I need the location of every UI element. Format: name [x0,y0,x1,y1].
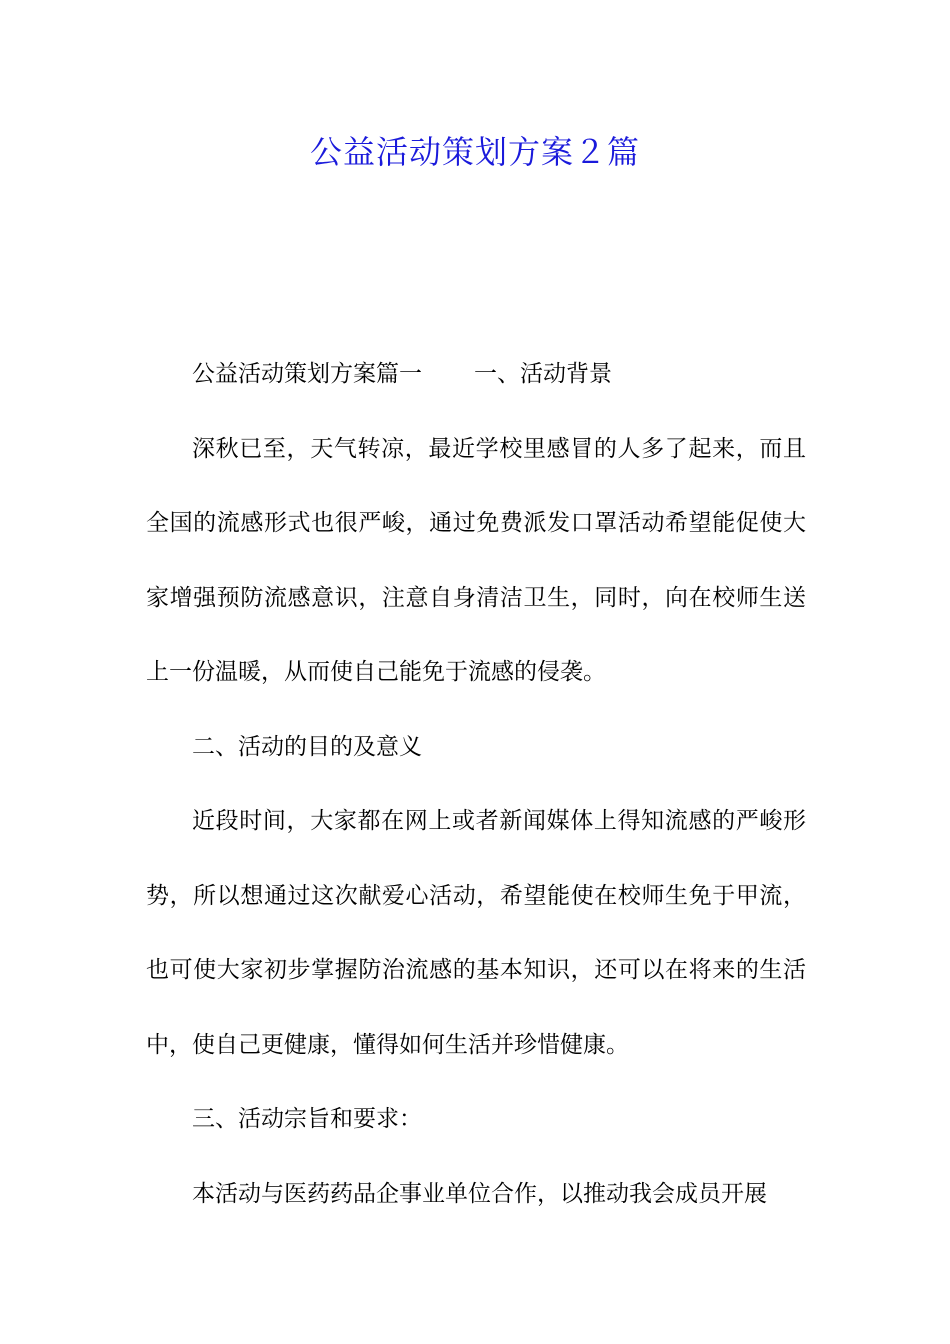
section-heading-principles: 三、活动宗旨和要求： [192,1106,422,1132]
document-body [146,337,806,1231]
section-heading-purpose: 二、活动的目的及意义 [192,733,422,760]
paragraph-1 [146,337,806,412]
paragraph-4: 近段时间，大家都在网上或者新闻媒体上得知流感的严峻形势，所以想通过这次献爱心活动，希望能使在校师生免于甲流，也可使大家初步掌握防治流感的基本知识，还可以在将来的生活中，使自己更健康，懂得如何生活并珍惜健康。 [146,808,806,1058]
article-heading: 公益活动策划方案篇一 [192,361,422,387]
document-title: 公益活动策划方案２篇 [309,133,640,171]
paragraph-6: 本活动与医药药品企事业单位合作，以推动我会成员开展 [192,1180,767,1207]
paragraph-2: 深秋已至，天气转凉，最近学校里感冒的人多了起来，而且全国的流感形式也很严峻，通过免费派发口罩活动希望能促使大家增强预防流感意识，注意自身清洁卫生，同时，向在校师生送上一份温暖，从而使自己能免于流感的侵袭。 [146,435,806,685]
section-heading-background: 一、活动背景 [474,361,612,387]
